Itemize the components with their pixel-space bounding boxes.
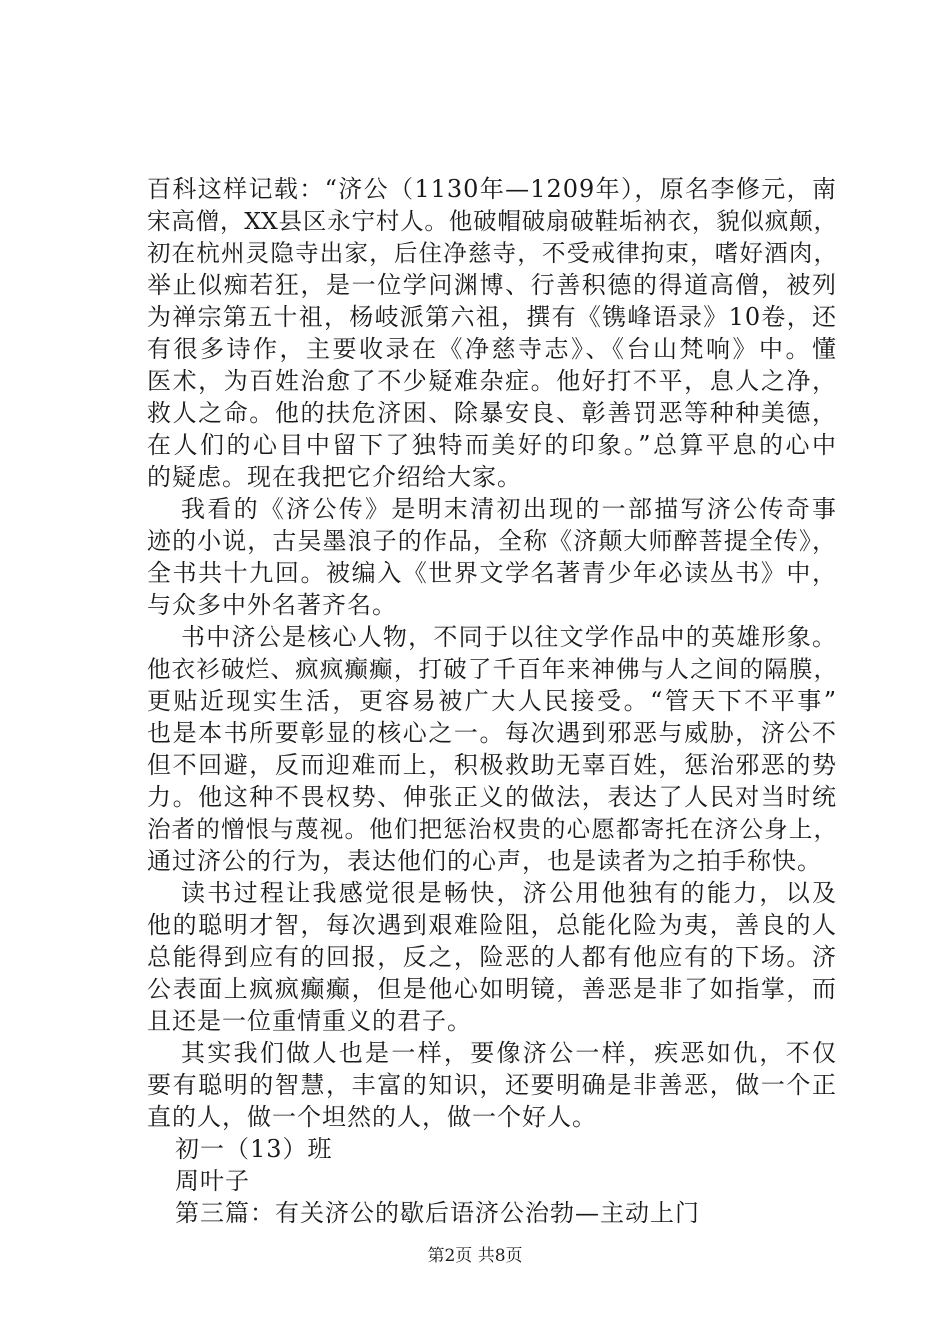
text-line: 与众多中外名著齐名。 [147, 591, 397, 619]
text-line: 也是本书所要彰显的核心之一。每次遇到邪恶与威胁，济公不 [147, 719, 837, 747]
text-line: 迹的小说，古吴墨浪子的作品，全称《济颠大师醉菩提全传》， [147, 527, 837, 555]
text-line: 医术，为百姓治愈了不少疑难杂症。他好打不平，息人之净， [147, 367, 837, 395]
text-line: 力。他这种不畏权势、伸张正义的做法，表达了人民对当时统 [147, 783, 837, 811]
text-line: 为禅宗第五十祖，杨岐派第六祖，撰有《镌峰语录》10卷，还 [147, 303, 837, 331]
text-line: 的疑虑。现在我把它介绍给大家。 [147, 463, 522, 491]
text-line: 他衣衫破烂、疯疯癫癫，打破了千百年来神佛与人之间的隔膜， [147, 655, 837, 683]
text-line: 他的聪明才智，每次遇到艰难险阻，总能化险为夷，善良的人 [147, 911, 837, 939]
document-body [147, 173, 837, 1229]
text-line: 直的人，做一个坦然的人，做一个好人。 [147, 1103, 597, 1131]
text-line: 在人们的心目中留下了独特而美好的印象。”总算平息的心中 [147, 431, 837, 459]
text-line: 更贴近现实生活，更容易被广大人民接受。“管天下不平事” [147, 687, 837, 715]
text-line: 通过济公的行为，表达他们的心声，也是读者为之拍手称快。 [147, 847, 822, 875]
text-line: 百科这样记载：“济公（1130年—1209年），原名李修元，南 [147, 175, 837, 203]
text-line: 读书过程让我感觉很是畅快，济公用他独有的能力，以及 [181, 879, 837, 907]
text-line: 有很多诗作，主要收录在《净慈寺志》、《台山梵响》中。懂 [147, 335, 837, 363]
text-line: 要有聪明的智慧，丰富的知识，还要明确是非善恶，做一个正 [147, 1071, 837, 1099]
author-signature: 周叶子 [175, 1167, 250, 1195]
class-signature: 初一（13）班 [175, 1135, 333, 1163]
text-line: 我看的《济公传》是明末清初出现的一部描写济公传奇事 [181, 495, 837, 523]
text-line: 公表面上疯疯癫癫，但是他心如明镜，善恶是非了如指掌，而 [147, 975, 837, 1003]
text-line: 其实我们做人也是一样，要像济公一样，疾恶如仇，不仅 [181, 1039, 837, 1067]
text-line: 治者的憎恨与蔑视。他们把惩治权贵的心愿都寄托在济公身上， [147, 815, 837, 843]
text-line: 总能得到应有的回报，反之，险恶的人都有他应有的下场。济 [147, 943, 837, 971]
text-line: 但不回避，反而迎难而上，积极救助无辜百姓，惩治邪恶的势 [147, 751, 837, 779]
page-footer: 第2页 共8页 [427, 1246, 523, 1266]
text-line: 救人之命。他的扶危济困、除暴安良、彰善罚恶等种种美德， [147, 399, 837, 427]
text-line: 初在杭州灵隐寺出家，后住净慈寺，不受戒律拘束，嗜好酒肉， [147, 239, 837, 267]
text-line: 全书共十九回。被编入《世界文学名著青少年必读丛书》中， [147, 559, 837, 587]
text-line: 宋高僧，XX县区永宁村人。他破帽破扇破鞋垢衲衣，貌似疯颠， [147, 207, 837, 235]
text-line: 书中济公是核心人物，不同于以往文学作品中的英雄形象。 [181, 623, 837, 651]
text-line: 举止似痴若狂，是一位学问渊博、行善积德的得道高僧，被列 [147, 271, 837, 299]
text-line: 且还是一位重情重义的君子。 [147, 1007, 472, 1035]
section-heading: 第三篇：有关济公的歇后语济公治勃—主动上门 [175, 1199, 700, 1227]
